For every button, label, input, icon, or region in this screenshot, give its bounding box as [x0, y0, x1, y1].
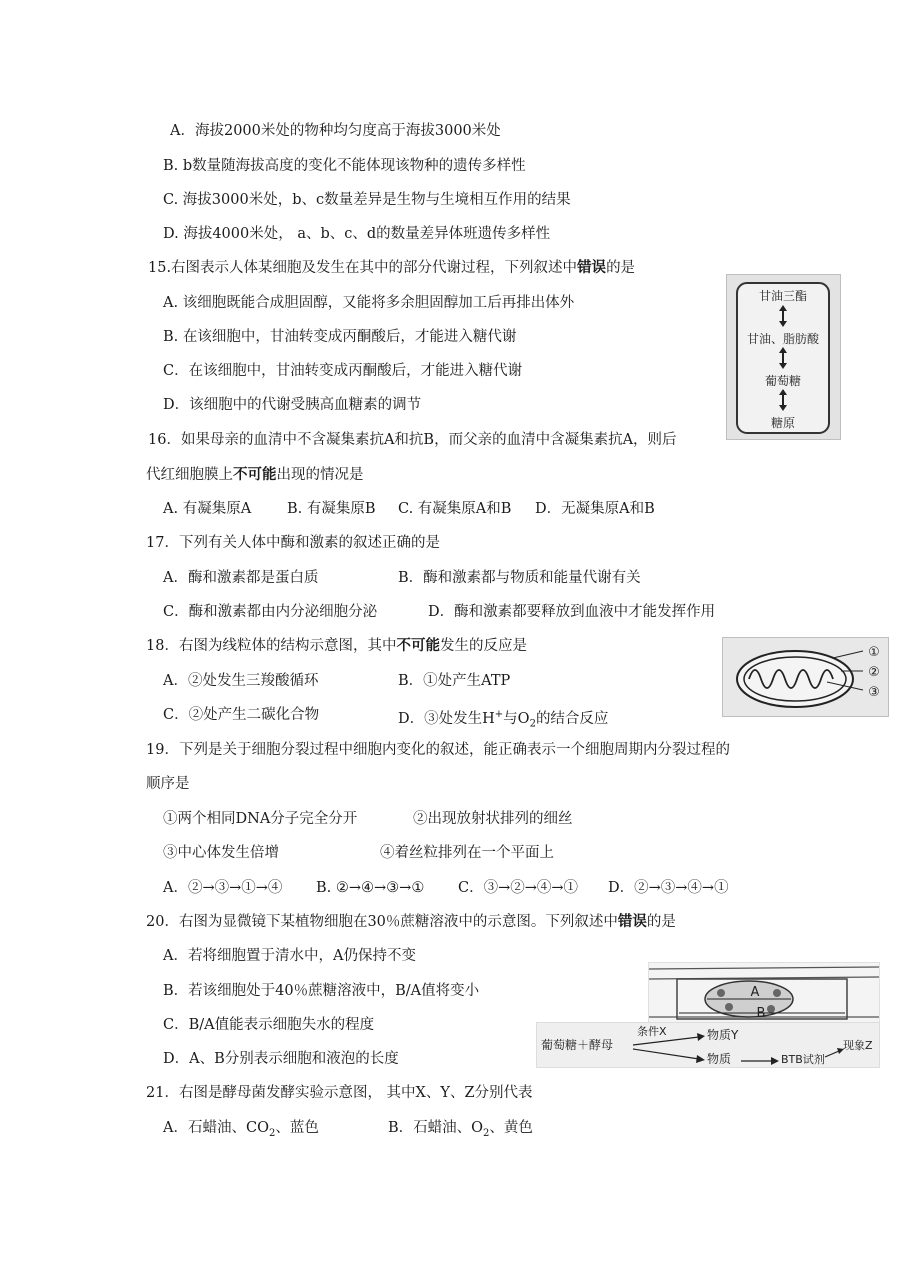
q21-option-b: B．石蜡油、$O_2$、黄色 [388, 1120, 533, 1139]
q19-option-c: C．③→②→④→① [458, 880, 579, 896]
figure-label-glycerol-fatty-acid: 甘油、脂肪酸 [746, 332, 820, 346]
q16-option-a: A. 有凝集原A [163, 501, 252, 517]
q17-option-a: A．酶和激素都是蛋白质 [163, 570, 319, 586]
q20-option-c: C．B/A值能表示细胞失水的程度 [163, 1017, 375, 1033]
figure-product-y: 物质Y [707, 1028, 739, 1042]
q15-metabolism-figure [726, 274, 841, 440]
q19-item-2: ②出现放射状排列的细丝 [413, 811, 573, 827]
q20-plant-cell-figure [648, 962, 880, 1024]
q16-option-b: B. 有凝集原B [287, 501, 376, 517]
q19-stem-line2: 顺序是 [146, 776, 190, 792]
figure-label-3: ③ [868, 685, 880, 700]
q19-item-3: ③中心体发生倍增 [163, 845, 279, 861]
figure-reagent: BTB试剂 [781, 1053, 825, 1066]
q17-option-c: C．酶和激素都由内分泌细胞分泌 [163, 604, 378, 620]
q17-stem: 17．下列有关人体中酶和激素的叙述正确的是 [146, 535, 440, 551]
q14-option-c: C. 海拔3000米处，b、c数量差异是生物与生境相互作用的结果 [163, 192, 571, 208]
q16-stem-line1: 16．如果母亲的血清中不含凝集素抗A和抗B，而父亲的血清中含凝集素抗A，则后 [148, 432, 677, 448]
q19-option-d: D．②→③→④→① [608, 880, 729, 896]
figure-label-triglyceride: 甘油三酯 [758, 289, 808, 303]
figure-product-2: 物质 [707, 1052, 732, 1066]
q19-option-a: A．②→③→①→④ [163, 880, 283, 896]
figure-condition: 条件X [637, 1025, 667, 1038]
q14-option-d: D. 海拔4000米处， a、b、c、d的数量差异体班遗传多样性 [163, 226, 551, 242]
q16-option-c: C. 有凝集原A和B [398, 501, 512, 517]
q19-option-b: B. ②→④→③→① [316, 880, 425, 896]
q18-option-b: B．①处产生ATP [398, 673, 511, 689]
figure-start: 葡萄糖＋酵母 [541, 1038, 614, 1052]
q21-stem: 21．右图是酵母菌发酵实验示意图， 其中X、Y、Z分别代表 [146, 1085, 533, 1101]
figure-result: 现象Z [843, 1039, 873, 1052]
q21-option-a: A．石蜡油、$CO_2$、蓝色 [163, 1120, 319, 1139]
q15-option-b: B. 在该细胞中，甘油转变成丙酮酸后，才能进入糖代谢 [163, 329, 517, 345]
q17-option-d: D．酶和激素都要释放到血液中才能发挥作用 [428, 604, 716, 620]
figure-label-a: A [750, 985, 760, 1000]
q19-item-1: ①两个相同DNA分子完全分开 [163, 811, 358, 827]
q18-option-d: D．③处发生H+与$O_2$的结合反应 [398, 709, 609, 730]
q18-stem: 18．右图为线粒体的结构示意图，其中不可能发生的反应是 [146, 637, 527, 654]
figure-label-2: ② [868, 665, 880, 680]
q15-option-d: D．该细胞中的代谢受胰高血糖素的调节 [163, 397, 422, 413]
q19-stem-line1: 19．下列是关于细胞分裂过程中细胞内变化的叙述，能正确表示一个细胞周期内分裂过程的 [146, 742, 730, 758]
q18-option-a: A．②处发生三羧酸循环 [163, 673, 319, 689]
q14-option-a: A．海拔2000米处的物种均匀度高于海拔3000米处 [170, 123, 501, 139]
q15-option-a: A. 该细胞既能合成胆固醇，又能将多余胆固醇加工后再排出体外 [163, 295, 575, 311]
figure-label-glycogen: 糖原 [770, 416, 796, 430]
q21-fermentation-figure [536, 1022, 880, 1068]
q20-option-a: A．若将细胞置于清水中，A仍保持不变 [163, 948, 416, 964]
q15-stem: 15.右图表示人体某细胞及发生在其中的部分代谢过程，下列叙述中错误的是 [148, 259, 636, 276]
q17-option-b: B．酶和激素都与物质和能量代谢有关 [398, 570, 641, 586]
q18-option-c: C．②处产生二碳化合物 [163, 707, 320, 723]
q20-stem: 20．右图为显微镜下某植物细胞在30％蔗糖溶液中的示意图。下列叙述中错误的是 [146, 913, 676, 930]
q16-stem-line2: 代红细胞膜上不可能出现的情况是 [146, 466, 364, 483]
q18-mitochondrion-figure [722, 637, 889, 717]
q14-option-b: B. b数量随海拔高度的变化不能体现该物种的遗传多样性 [163, 158, 526, 174]
figure-label-1: ① [868, 645, 880, 660]
q15-option-c: C．在该细胞中，甘油转变成丙酮酸后，才能进入糖代谢 [163, 363, 523, 379]
figure-label-b: B [756, 1006, 766, 1021]
q16-option-d: D．无凝集原A和B [535, 501, 655, 517]
q19-item-4: ④着丝粒排列在一个平面上 [380, 845, 554, 861]
figure-label-glucose: 葡萄糖 [764, 374, 802, 388]
q20-option-b: B．若该细胞处于40％蔗糖溶液中，B/A值将变小 [163, 983, 480, 999]
q20-option-d: D．A、B分别表示细胞和液泡的长度 [163, 1051, 399, 1067]
